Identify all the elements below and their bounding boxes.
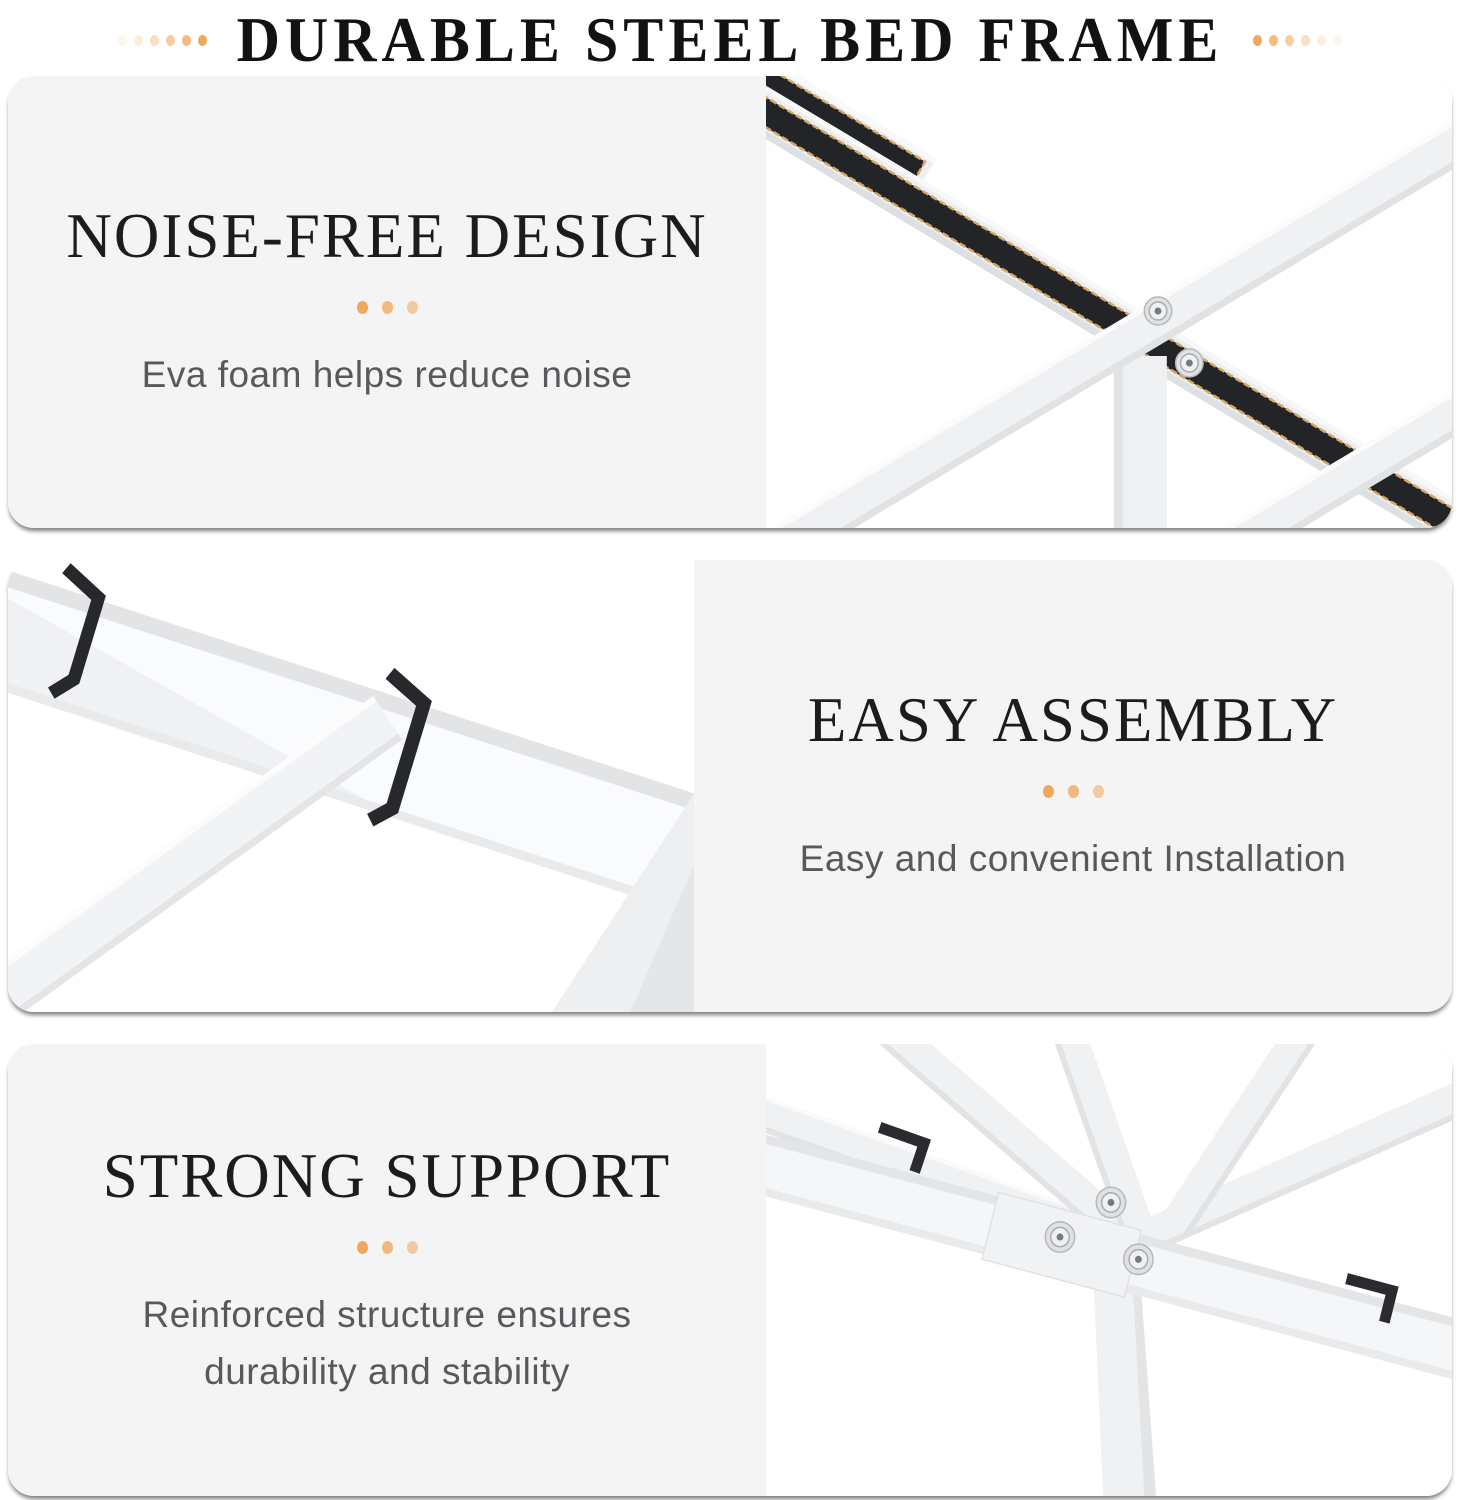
page-title: DURABLE STEEL BED FRAME	[236, 4, 1224, 75]
dot-icon	[1285, 35, 1294, 46]
frame-leg	[1114, 356, 1167, 528]
feature-text-card	[8, 76, 766, 528]
feature-text-card	[694, 560, 1452, 1012]
feature-section-noise-free-design	[8, 76, 1452, 528]
feature-heading: EASY ASSEMBLY	[807, 685, 1339, 756]
dot-icon	[134, 35, 143, 46]
dot-icon	[1068, 785, 1079, 798]
feature-subtitle: Eva foam helps reduce noise	[141, 354, 633, 396]
screw-icon	[1096, 1187, 1125, 1217]
corner-joint-illustration	[766, 1044, 1452, 1496]
rail-hook-illustration	[8, 560, 694, 1012]
screw-icon	[1176, 349, 1203, 377]
dot-icon	[1253, 35, 1262, 46]
feature-heading: NOISE-FREE DESIGN	[66, 201, 708, 272]
dot-icon	[150, 35, 159, 46]
dot-icon	[407, 1241, 418, 1254]
accent-dots	[357, 1241, 418, 1254]
feature-text-card	[8, 1044, 766, 1496]
accent-dots	[357, 301, 418, 314]
screw-icon	[1124, 1244, 1153, 1274]
decorative-dots-left	[118, 35, 207, 46]
photo-strong-support-corner-joint	[766, 1044, 1452, 1496]
dot-icon	[1093, 785, 1104, 798]
photo-noise-free-eva-foam-slats	[766, 76, 1452, 528]
dot-icon	[166, 35, 175, 46]
dot-icon	[118, 35, 127, 46]
feature-section-easy-assembly	[8, 560, 1452, 1012]
dot-icon	[1269, 35, 1278, 46]
dot-icon	[182, 35, 191, 46]
feature-subtitle: Reinforced structure ensures durability and stability	[142, 1293, 632, 1392]
dot-icon	[382, 301, 393, 314]
dot-icon	[1333, 35, 1342, 46]
dot-icon	[1301, 35, 1310, 46]
dot-icon	[357, 1241, 368, 1254]
dot-icon	[1317, 35, 1326, 46]
dot-icon	[1043, 785, 1054, 798]
screw-icon	[1144, 297, 1171, 325]
dot-icon	[407, 301, 418, 314]
feature-heading: STRONG SUPPORT	[102, 1140, 672, 1211]
dot-icon	[198, 35, 207, 46]
screw-icon	[1045, 1222, 1074, 1252]
decorative-dots-right	[1253, 35, 1342, 46]
dot-icon	[357, 301, 368, 314]
feature-subtitle: Easy and convenient Installation	[799, 838, 1347, 880]
header	[0, 0, 1460, 76]
accent-dots	[1043, 785, 1104, 798]
dot-icon	[382, 1241, 393, 1254]
photo-easy-assembly-hook-brackets	[8, 560, 694, 1012]
feature-section-strong-support	[8, 1044, 1452, 1496]
bed-frame-slats-illustration	[766, 76, 1452, 528]
